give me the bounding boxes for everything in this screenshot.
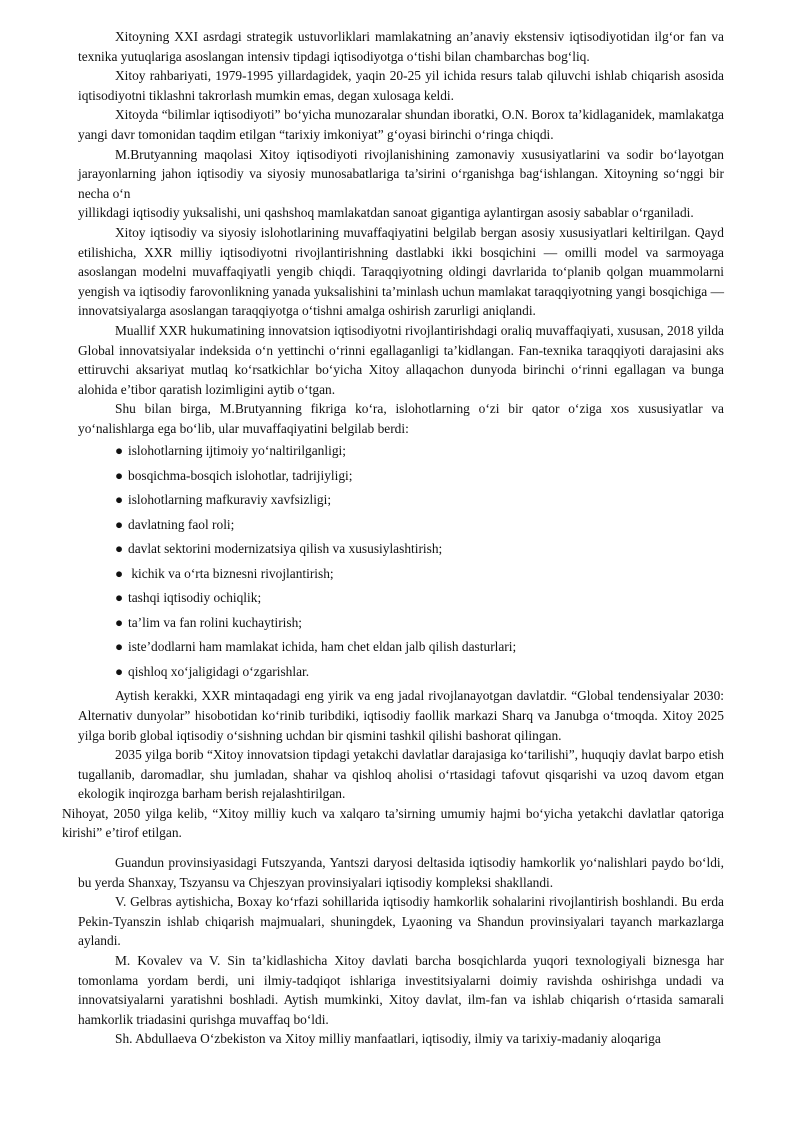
bullet-icon: ●	[115, 467, 124, 483]
paragraph-13: M. Kovalev va V. Sin ta’kidlashicha Xitoy davlati barcha bosqichlarda yuqori texnologiyali biznesga har tomonlama yordam berdi, uni ilmiy-tadqiqot ishlariga investitsiyalarni doimiy ravishda oshirishga undadi va innovatsiyalarni yaratishni boshladi. Aytish mumkinki, Xitoy davlat, ilm-fan va ishlab chiqarish o‘rtasida samarali hamkorlik triadasini qurishga muvaffaq bo‘ldi.	[78, 953, 724, 1027]
paragraph-9: 2035 yilga borib “Xitoy innovatsion tipdagi yetakchi davlatlar darajasiga ko‘tarilishi”, huquqiy davlat barpo etish tugallanib, daromadlar, shu jumladan, shahar va qishloq aholisi o‘rtasidagi tafovut qisqarishi va uzoq davom etgan ekologik inqirozga barham berish rejalashtirilgan.	[78, 747, 724, 802]
list-item: ● islohotlarning ijtimoiy yo‘naltirilganligi;	[115, 441, 724, 461]
list-item: ● bosqichma-bosqich islohotlar, tadrijiyligi;	[115, 466, 724, 486]
bullet-icon: ●	[115, 541, 124, 557]
text-column	[62, 27, 724, 1049]
bullet-icon: ●	[115, 614, 124, 630]
paragraph-2: Xitoy rahbariyati, 1979-1995 yillardagidek, yaqin 20-25 yil ichida resurs talab qiluvchi ishlab chiqarish asosida iqtisodiyotni tiklashni takrorlash mumkin emas, degan xulosaga keldi.	[78, 68, 724, 103]
features-list	[78, 441, 724, 681]
bullet-icon: ●	[115, 590, 124, 606]
list-item: ● ta’lim va fan rolini kuchaytirish;	[115, 613, 724, 633]
paragraph-7: Shu bilan birga, M.Brutyanning fikriga ko‘ra, islohotlarning o‘zi bir qator o‘ziga xos xususiyatlar va yo‘nalishlarga ega bo‘lib, ular muvaffaqiyatini belgilab berdi:	[78, 401, 724, 436]
paragraph-1: Xitoyning XXI asrdagi strategik ustuvorliklari mamlakatning an’anaviy ekstensiv iqtisodiyotidan ilg‘or fan va texnika yutuqlariga asoslangan intensiv tipdagi iqtisodiyotga o‘tishi bilan chambarchas bog‘liq.	[78, 29, 724, 64]
list-item: ● davlatning faol roli;	[115, 515, 724, 535]
list-item: ● tashqi iqtisodiy ochiqlik;	[115, 588, 724, 608]
list-item: ● iste’dodlarni ham mamlakat ichida, ham chet eldan jalb qilish dasturlari;	[115, 637, 724, 657]
paragraph-6: Muallif XXR hukumatining innovatsion iqtisodiyotni rivojlantirishdagi oraliq muvaffaqiyati, xususan, 2018 yilda Global innovatsiyalar indeksida o‘n yettinchi o‘rinni egallaganligi ta’kidlangan. Fan-texnika taraqqiyoti darajasini aks ettiruvchi aksariyat mutlaq ko‘rsatkichlar bo‘yicha Xitoy allaqachon dunyoda birinchi o‘rinni egallagan va bunga alohida e’tibor qaratish lozimligini aytib o‘tgan.	[78, 322, 724, 397]
bullet-icon: ●	[115, 516, 124, 532]
paragraph-5: Xitoy iqtisodiy va siyosiy islohotlarining muvaffaqiyatini belgilab bergan asosiy xususiyatlari keltirilgan. Qayd etilishicha, XXR milliy iqtisodiyotni rivojlantirishning dastlabki ikki bosqichini — omilli model va sarmoyaga asoslangan modelni muvaffaqiyatli yengib chiqdi. Taraqqiyotning oldingi davrlarida to‘planib qolgan muammolarni yengish va iqtisodiy farovonlikning yanada yuksalishini ta’minlash uchun mamlakat taraqqiyotning yangi bosqichiga — innovatsiyalarga asoslangan taraqqiyotga o‘tishni amalga oshirish zarurligi aniqlandi.	[78, 224, 724, 319]
paragraph-4: M.Brutyanning maqolasi Xitoy iqtisodiyoti rivojlanishining zamonaviy xususiyatlarini va sodir bo‘layotgan jarayonlarning jahon iqtisodiy va siyosiy munosabatlariga ta’sirini o‘rganishga bag‘ishlangan. Xitoyning so‘nggi bir necha o‘n	[78, 146, 724, 201]
paragraph-8: Aytish kerakki, XXR mintaqadagi eng yirik va eng jadal rivojlanayotgan davlatdir. “Global tendensiyalar 2030: Alternativ dunyolar” hisobotidan ko‘rinib turibdiki, iqtisodiy faollik markazi Sharq va Janubga o‘tmoqda. Xitoy 2025 yilga borib global iqtisodiy o‘sishning uchdan bir qismini tashkil qilishi bashorat qilingan.	[78, 688, 724, 743]
bullet-icon: ●	[115, 639, 124, 655]
bullet-icon: ●	[115, 443, 124, 459]
list-item: ● qishloq xo‘jaligidagi o‘zgarishlar.	[115, 662, 724, 682]
bullet-icon: ●	[115, 663, 124, 679]
list-item: ● kichik va o‘rta biznesni rivojlantirish;	[115, 564, 724, 584]
paragraph-4-continuation: yillikdagi iqtisodiy yuksalishi, uni qashshoq mamlakatdan sanoat gigantiga aylantirgan asosiy sabablar o‘rganiladi.	[78, 205, 694, 221]
list-item: ● islohotlarning mafkuraviy xavfsizligi;	[115, 490, 724, 510]
paragraph-11: Guandun provinsiyasidagi Futszyanda, Yantszi daryosi deltasida iqtisodiy hamkorlik yo‘nalishlari paydo bo‘ldi, bu yerda Shanxay, Tszyansu va Chjeszyan provinsiyalari iqtisodiy kompleksi shakllandi.	[78, 855, 724, 890]
bullet-icon: ●	[115, 492, 124, 508]
bullet-icon: ●	[115, 565, 124, 581]
list-item: ● davlat sektorini modernizatsiya qilish va xususiylashtirish;	[115, 539, 724, 559]
paragraph-12: V. Gelbras aytishicha, Boxay ko‘rfazi sohillarida iqtisodiy hamkorlik sohalarini rivojlantirish boshlandi. Bu erda Pekin-Tyanszin ishlab chiqarish majmualari, shuningdek, Lyaoning va Shandun provinsiyalari tayanch markazlarga aylandi.	[78, 894, 724, 949]
paragraph-3: Xitoyda “bilimlar iqtisodiyoti” bo‘yicha munozaralar shundan iboratki, O.N. Borox ta’kidlaganidek, mamlakatga yangi davr tomonidan taqdim etilgan “tarixiy imkoniyat” g‘oyasi birinchi o‘ringa chiqdi.	[78, 107, 724, 142]
paragraph-10: Nihoyat, 2050 yilga kelib, “Xitoy milliy kuch va xalqaro ta’sirning umumiy hajmi bo‘yicha yetakchi davlatlar qatoriga kirishi” e’tirof etilgan.	[62, 805, 724, 841]
paragraph-14: Sh. Abdullaeva O‘zbekiston va Xitoy milliy manfaatlari, iqtisodiy, ilmiy va tarixiy-madaniy aloqariga	[115, 1031, 661, 1047]
